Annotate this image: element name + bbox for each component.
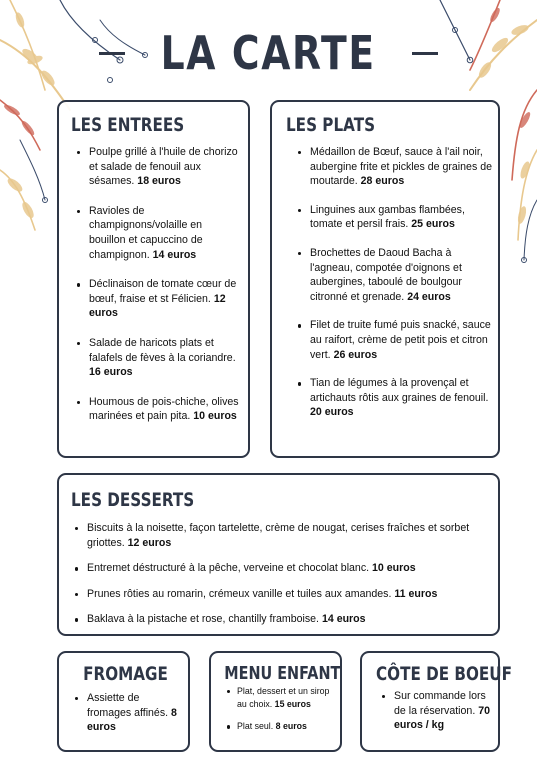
cote-de-boeuf-heading: CÔTE DE BOEUF — [376, 663, 513, 685]
price: 25 euros — [411, 218, 455, 231]
list-item: Tian de légumes à la provençal et artichauts rôtis aux graines de fenouil. 20 euros — [296, 376, 492, 420]
list-item: Filet de truite fumé puis snacké, sauce au raifort, crème de petit pois et citron vert. 26 euros — [296, 318, 492, 362]
entrees-heading: LES ENTREES — [71, 114, 185, 136]
menu-title — [0, 18, 537, 88]
fromage-card — [57, 651, 190, 752]
title-dash-right — [412, 52, 438, 55]
price: 14 euros — [152, 248, 197, 261]
price: 14 euros — [321, 613, 366, 626]
price: 24 euros — [407, 290, 451, 303]
price: 11 euros — [394, 587, 438, 600]
menu-enfant-card — [209, 651, 342, 752]
list-item: Plat seul. 8 euros — [225, 720, 339, 733]
list-item: Prunes rôties au romarin, crémeux vanille et tuiles aux amandes. 11 euros — [73, 587, 483, 602]
price: 8 euros — [87, 706, 177, 734]
list-item: Poulpe grillé à l'huile de chorizo et salade de fenouil aux sésames. 18 euros — [75, 145, 239, 189]
menu-enfant-heading: MENU ENFANT — [224, 663, 341, 684]
plats-list — [296, 145, 492, 434]
cote-de-boeuf-list — [380, 689, 496, 733]
list-item: Sur commande lors de la réservation. 70 euros / kg — [380, 689, 496, 733]
list-item: Déclinaison de tomate cœur de bœuf, fraise et st Félicien. 12 euros — [75, 277, 239, 321]
list-item: Plat, dessert et un sirop au choix. 15 euros — [225, 685, 339, 710]
price: 12 euros — [89, 292, 226, 320]
page-title: LA CARTE — [160, 26, 377, 80]
price: 16 euros — [89, 366, 133, 379]
price: 20 euros — [310, 406, 354, 419]
fromage-list — [73, 691, 183, 735]
list-item: Assiette de fromages affinés. 8 euros — [73, 691, 183, 735]
price: 28 euros — [360, 175, 405, 188]
price: 70 euros / kg — [394, 704, 491, 732]
entrees-list — [75, 145, 239, 439]
desserts-list — [73, 521, 483, 638]
desserts-heading: LES DESSERTS — [71, 489, 195, 511]
price: 8 euros — [275, 721, 307, 732]
plats-card — [270, 100, 500, 458]
cote-de-boeuf-card — [360, 651, 513, 752]
list-item: Salade de haricots plats et falafels de fèves à la coriandre. 16 euros — [75, 336, 239, 380]
price: 18 euros — [137, 175, 181, 188]
price: 26 euros — [333, 348, 378, 361]
list-item: Biscuits à la noisette, façon tartelette, crème de nougat, cerises fraîches et sorbet griottes. 12 euros — [73, 521, 483, 550]
list-item: Médaillon de Bœuf, sauce à l'ail noir, aubergine frite et pickles de graines de moutarde. 28 euros — [296, 145, 492, 189]
list-item: Entremet déstructuré à la pêche, verveine et chocolat blanc. 10 euros — [73, 561, 483, 576]
list-item: Houmous de pois-chiche, olives marinées et pain pita. 10 euros — [75, 395, 239, 424]
list-item: Baklava à la pistache et rose, chantilly framboise. 14 euros — [73, 612, 483, 627]
price: 15 euros — [274, 698, 311, 709]
entrees-card — [57, 100, 250, 458]
plats-heading: LES PLATS — [286, 114, 376, 136]
list-item: Linguines aux gambas flambées, tomate et persil frais. 25 euros — [296, 203, 492, 232]
list-item: Brochettes de Daoud Bacha à l'agneau, compotée d'oignons et aubergines, taboulé de boulgour citronné et grenade. 24 euros — [296, 246, 492, 304]
price: 10 euros — [372, 562, 416, 575]
desserts-card — [57, 473, 500, 636]
title-dash-left — [99, 52, 125, 55]
price: 10 euros — [193, 410, 237, 423]
menu-enfant-list — [225, 685, 339, 733]
fromage-heading: FROMAGE — [83, 663, 168, 685]
price: 12 euros — [127, 536, 172, 549]
list-item: Ravioles de champignons/volaille en bouillon et capuccino de champignon. 14 euros — [75, 204, 239, 262]
